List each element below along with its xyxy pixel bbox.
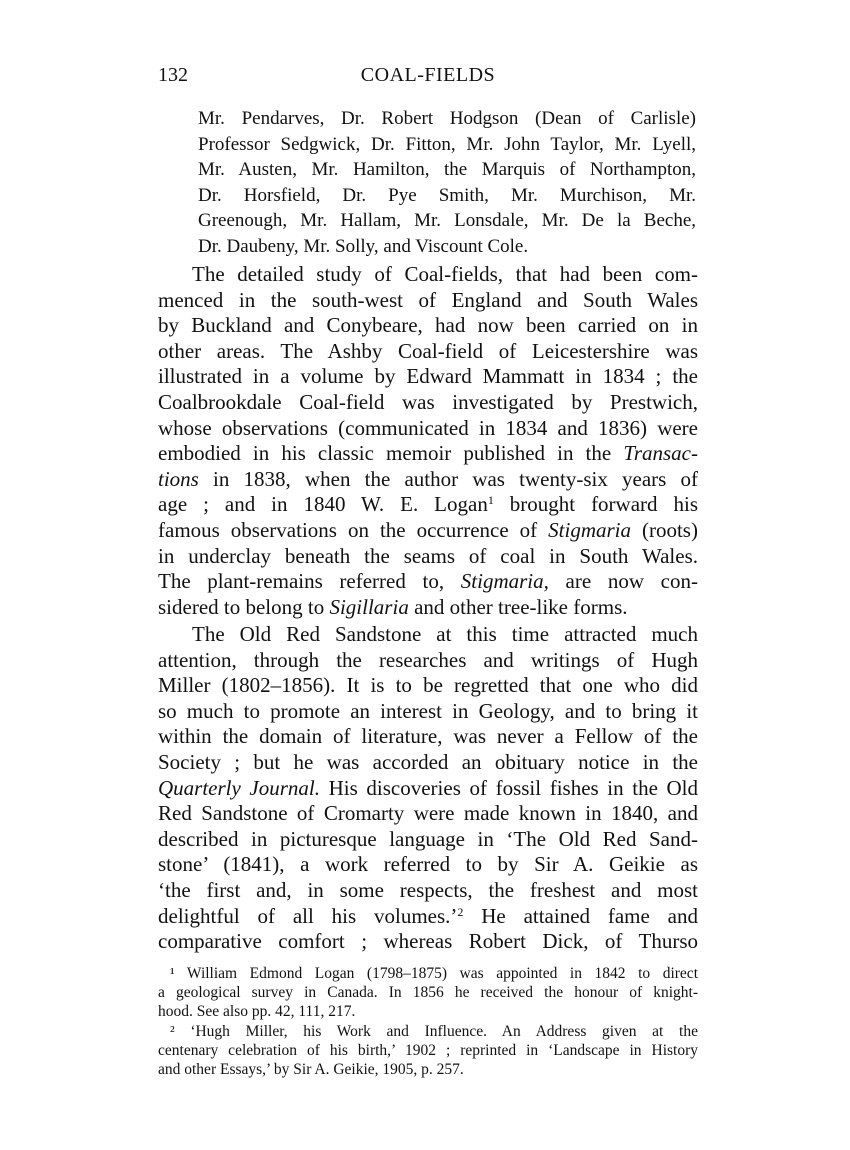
page-header xyxy=(158,64,698,90)
text-line: by Buckland and Conybeare, had now been carried on in xyxy=(158,313,698,338)
paragraph-coal-fields xyxy=(158,262,698,620)
text-run: in 1838, when the author was twenty-six years of xyxy=(198,466,698,491)
text-run: delightful of all his volumes.’ xyxy=(158,903,458,928)
text-line: Dr. Horsfield, Dr. Pye Smith, Mr. Murchison, Mr. xyxy=(198,184,696,206)
text-line xyxy=(158,518,698,544)
footnote-line: and other Essays,’ by Sir A. Geikie, 1905, p. 257. xyxy=(158,1061,464,1079)
text-run: embodied in his classic memoir published in the xyxy=(158,441,624,466)
text-line: in underclay beneath the seams of coal in South Wales. xyxy=(158,543,698,568)
text-line: attention, through the researches and writings of Hugh xyxy=(158,647,698,672)
text-run: brought forward his xyxy=(493,492,698,517)
text-line: Coalbrookdale Coal-field was investigated by Prestwich, xyxy=(158,389,698,414)
text-line: The Old Red Sandstone at this time attracted much xyxy=(192,622,698,646)
text-line: described in picturesque language in ‘The Old Red Sand- xyxy=(158,826,698,851)
text-run: (roots) xyxy=(631,517,698,542)
footnote-line: ¹ William Edmond Logan (1798–1875) was appointed in 1842 to direct xyxy=(170,965,698,982)
italic-run: Stigmaria xyxy=(548,517,631,542)
footnote-1 xyxy=(158,964,698,1022)
footnote-ref: 1 xyxy=(487,493,494,508)
text-line: Greenough, Mr. Hallam, Mr. Lonsdale, Mr. De la Beche, xyxy=(198,210,696,232)
page-number: 132 xyxy=(158,64,188,86)
footnote-line: centenary celebration of his birth,’ 1902 ; reprinted in ‘Landscape in History xyxy=(158,1042,698,1060)
text-line: Mr. Austen, Mr. Hamilton, the Marquis of Northampton, xyxy=(198,159,696,181)
text-run: He attained fame and xyxy=(463,903,698,928)
footnote-2 xyxy=(158,1022,698,1080)
text-line: whose observations (communicated in 1834 and 1836) were xyxy=(158,415,698,440)
text-line: Mr. Pendarves, Dr. Robert Hodgson (Dean of Carlisle) xyxy=(198,108,696,129)
footnote-line: ² ‘Hugh Miller, his Work and Influence. An Address given at the xyxy=(170,1023,698,1040)
text-line: illustrated in a volume by Edward Mammatt in 1834 ; the xyxy=(158,364,698,389)
text-line: Miller (1802–1856). It is to be regretted that one who did xyxy=(158,673,698,698)
text-line: other areas. The Ashby Coal-field of Leicestershire was xyxy=(158,338,698,363)
text-line: menced in the south-west of England and South Wales xyxy=(158,287,698,312)
italic-run: Sigillaria xyxy=(329,594,409,619)
text-line: so much to promote an interest in Geology, and to bring it xyxy=(158,698,698,723)
footnote-ref: 2 xyxy=(457,904,464,919)
text-line: comparative comfort ; whereas Robert Dick, of Thurso xyxy=(158,929,698,954)
text-run: The plant-remains referred to, xyxy=(158,569,461,594)
italic-run: Transac- xyxy=(623,441,698,466)
text-line: stone’ (1841), a work referred to by Sir A. Geikie as xyxy=(158,852,698,877)
text-line: Society ; but he was accorded an obituary notice in the xyxy=(158,749,698,774)
text-line: The detailed study of Coal-fields, that had been com- xyxy=(192,262,698,286)
text-line xyxy=(158,595,698,621)
text-line xyxy=(158,776,698,802)
paragraph-old-red-sandstone xyxy=(158,622,698,955)
text-run: His discoveries of fossil fishes in the Old xyxy=(320,775,699,800)
footnote-line: hood. See also pp. 42, 111, 217. xyxy=(158,1003,356,1021)
running-head: COAL-FIELDS xyxy=(360,64,496,86)
text-line xyxy=(158,904,698,930)
text-run: sidered to belong to xyxy=(158,594,330,619)
text-line xyxy=(158,441,698,467)
text-line xyxy=(158,569,698,595)
text-line: Red Sandstone of Cromarty were made known in 1840, and xyxy=(158,801,698,826)
text-run: are now con- xyxy=(548,569,698,594)
text-line: Professor Sedgwick, Dr. Fitton, Mr. John Taylor, Mr. Lyell, xyxy=(198,133,696,155)
footnote-line: a geological survey in Canada. In 1856 he received the honour of knight- xyxy=(158,984,698,1002)
text-run: famous observations on the occurrence of xyxy=(158,517,549,542)
text-run: age ; and in 1840 W. E. Logan xyxy=(158,492,488,517)
italic-run: Quarterly Journal. xyxy=(158,775,321,800)
text-line xyxy=(158,492,698,518)
text-line: within the domain of literature, was never a Fellow of the xyxy=(158,724,698,749)
italic-run: tions xyxy=(158,466,199,491)
text-line: ‘the first and, in some respects, the freshest and most xyxy=(158,877,698,902)
text-line xyxy=(158,467,698,493)
italic-run: Stigmaria, xyxy=(460,569,549,594)
text-run: and other tree-like forms. xyxy=(408,594,628,619)
text-line: Dr. Daubeny, Mr. Solly, and Viscount Cole. xyxy=(198,235,529,257)
names-list xyxy=(198,106,696,260)
